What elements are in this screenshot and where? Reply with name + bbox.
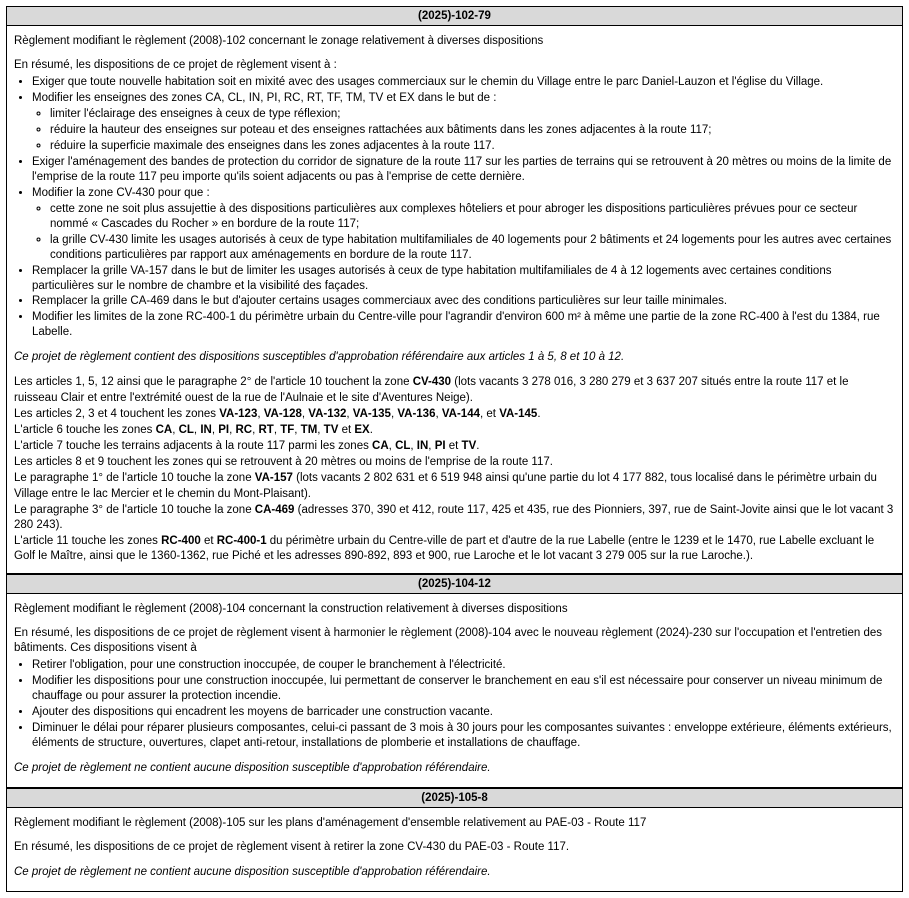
regulation-title: Règlement modifiant le règlement (2008)-102 concernant le zonage relativement à diverses dispositions [14,35,544,47]
summary-sub-bullet-list [32,107,895,154]
summary-sub-bullet: ◦ cette zone ne soit plus assujettie à des dispositions particulières aux complexes hôteliers et pour abroger les dispositions particulières prévues pour ce secteur nommé « Cascades du Rocher » en bordure de la route 117; [50,202,895,232]
summary-bullet-text: Modifier les enseignes des zones CA, CL, IN, PI, RC, RT, TF, TM, TV et EX dans le but de : [32,92,497,105]
summary-bullet [32,91,895,154]
summary-bullet-text: Exiger que toute nouvelle habitation soit en mixité avec des usages commerciaux sur le chemin du Village entre le parc Daniel-Lauzon et l'église du Village. [32,76,824,89]
summary-bullet [32,186,895,263]
summary-bullet-text: Modifier la zone CV-430 pour que : [32,186,210,199]
referendum-note: Ce projet de règlement ne contient aucune disposition susceptible d'approbation référendaire. [14,866,491,879]
section-body [7,593,903,787]
regulation-section-2025-102-79 [6,6,903,574]
summary-bullet [32,294,895,309]
referendum-note: Ce projet de règlement contient des dispositions susceptibles d'approbation référendaire aux articles 1 à 5, 8 et 10 à 12. [14,351,625,364]
zone-detail-paragraph: Les articles 8 et 9 touchent les zones qui se retrouvent à 20 mètres ou moins de l'emprise de la route 117. [14,456,553,469]
section-header-title: (2025)-104-12 [7,574,903,593]
section-header-row [7,574,903,593]
summary-sub-bullet: ◦ la grille CV-430 limite les usages autorisés à ceux de type habitation multifamiliales de 40 logements pour 2 bâtiments et 24 logements pour les autres avec certaines conditions particulières par rapport aux aménagements en bordure de la route 117. [50,233,895,263]
section-body-row [7,593,903,787]
section-header-row [7,788,903,807]
summary-bullet-text: Modifier les limites de la zone RC-400-1 du périmètre urbain du Centre-ville pour l'agrandir d'environ 600 m² à même une partie de la zone RC-400 à l'est du 1384, rue Labelle. [32,311,880,339]
summary-bullet-list [14,658,895,751]
summary-intro: En résumé, les dispositions de ce projet de règlement visent à : [14,59,337,72]
summary-bullet [32,155,895,185]
zone-detail-paragraph: L'article 11 touche les zones RC-400 et RC-400-1 du périmètre urbain du Centre-ville de part et d'autre de la rue Labelle (entre le 1239 et le 1470, rue Labelle excluant le Golf le Maître, ainsi que le 1360-1362, rue Piché et les adresses 890-892, 893 et 900, rue Laroche et le lot vacant 3 279 005 sur la rue Laroche.). [14,535,875,563]
section-body-row [7,26,903,574]
summary-intro: En résumé, les dispositions de ce projet de règlement visent à harmonier le règlement (2008)-104 avec le nouveau règlement (2024)-230 sur l'occupation et l'entretien des bâtiments. Ces dispositions visent à [14,626,883,654]
summary-bullet-text: Exiger l'aménagement des bandes de protection du corridor de signature de la route 117 sur les parties de terrains qui se retrouvent à 20 mètres ou moins de la limite de l'emprise de la route 117 peu importe qu'ils soient adjacents ou pas à l'emprise de cette dernière. [32,156,892,183]
summary-sub-bullet: ◦ réduire la superficie maximale des enseignes dans les zones adjacentes à la route 117. [50,139,895,154]
summary-bullet [32,658,895,673]
summary-bullet [32,674,895,704]
section-body [7,807,903,892]
section-body-row [7,807,903,892]
regulation-title: Règlement modifiant le règlement (2008)-104 concernant la construction relativement à diverses dispositions [14,602,568,615]
zone-detail-paragraph: Le paragraphe 1° de l'article 10 touche la zone VA-157 (lots vacants 2 802 631 et 6 519 948 ainsi qu'une partie du lot 4 177 882, tous localisé dans le périmètre urbain du Village entre le lac Mercier et le chemin du Mont-Plaisant). [14,472,877,500]
summary-bullet-text: Retirer l'obligation, pour une construction inoccupée, de couper le branchement à l'électricité. [32,659,506,672]
regulation-section-2025-104-12 [6,574,903,788]
summary-bullet-text: Remplacer la grille VA-157 dans le but de limiter les usages autorisés à ceux de type habitation multifamiliales de 4 à 12 logements avec certaines conditions particulières sur le nombre de chambre et la visibilité des façades. [32,264,832,292]
section-body [7,26,903,574]
zone-detail-paragraph: Le paragraphe 3° de l'article 10 touche la zone CA-469 (adresses 370, 390 et 412, route 117, 425 et 435, rue des Pionniers, 397, rue de Saint-Jovite ainsi que le lot vacant 3 280 243). [14,503,894,531]
zone-detail-paragraph: L'article 6 touche les zones CA, CL, IN, PI, RC, RT, TF, TM, TV et EX. [14,423,373,436]
summary-bullet-text: Modifier les dispositions pour une construction inoccupée, lui permettant de conserver le branchement en eau s'il est nécessaire pour conserver un niveau minimum de chauffage ou pour assurer la protection incendie. [32,674,883,702]
summary-bullet-list [14,75,895,340]
zone-detail-paragraph: Les articles 1, 5, 12 ainsi que le paragraphe 2° de l'article 10 touchent la zone CV-430 (lots vacants 3 278 016, 3 280 279 et 3 637 207 situés entre la route 117 et le ruisseau Clair et entre l'extrémité ouest de la rue de l'Aulnaie et le site d'Aventures Neige). [14,376,849,404]
summary-bullet [32,310,895,340]
summary-bullet-text: Diminuer le délai pour réparer plusieurs composantes, celui-ci passant de 3 mois à 30 jours pour les composantes suivantes : enveloppe extérieure, éléments extérieurs, éléments de structure, ouvertures, clapet anti-retour, installations de plomberie et installations de chauffage. [32,721,892,749]
section-header-title: (2025)-102-79 [7,7,903,26]
summary-bullet [32,75,895,90]
summary-sub-bullet: ◦ limiter l'éclairage des enseignes à ceux de type réflexion; [50,107,895,122]
summary-sub-bullet-list [32,202,895,263]
regulation-title: Règlement modifiant le règlement (2008)-105 sur les plans d'aménagement d'ensemble relativement au PAE-03 - Route 117 [14,816,647,829]
zone-detail-paragraphs [14,375,895,564]
zone-detail-paragraph: L'article 7 touche les terrains adjacents à la route 117 parmi les zones CA, CL, IN, PI et TV. [14,440,480,453]
summary-intro: En résumé, les dispositions de ce projet de règlement visent à retirer la zone CV-430 du PAE-03 - Route 117. [14,841,570,853]
referendum-note: Ce projet de règlement ne contient aucune disposition susceptible d'approbation référendaire. [14,761,491,774]
section-header-row [7,7,903,26]
summary-sub-bullet: ◦ réduire la hauteur des enseignes sur poteau et des enseignes rattachées aux bâtiments dans les zones adjacentes à la route 117; [50,123,895,138]
regulation-section-2025-105-8 [6,788,903,893]
summary-bullet [32,264,895,294]
summary-bullet [32,705,895,720]
section-header-title: (2025)-105-8 [7,788,903,807]
summary-bullet-text: Ajouter des dispositions qui encadrent les moyens de barricader une construction vacante. [32,705,493,718]
summary-bullet-text: Remplacer la grille CA-469 dans le but d'ajouter certains usages commerciaux avec des conditions particulières sur leur taille minimales. [32,295,728,308]
summary-bullet [32,721,895,751]
zone-detail-paragraph: Les articles 2, 3 et 4 touchent les zones VA-123, VA-128, VA-132, VA-135, VA-136, VA-144, et VA-145. [14,407,541,420]
